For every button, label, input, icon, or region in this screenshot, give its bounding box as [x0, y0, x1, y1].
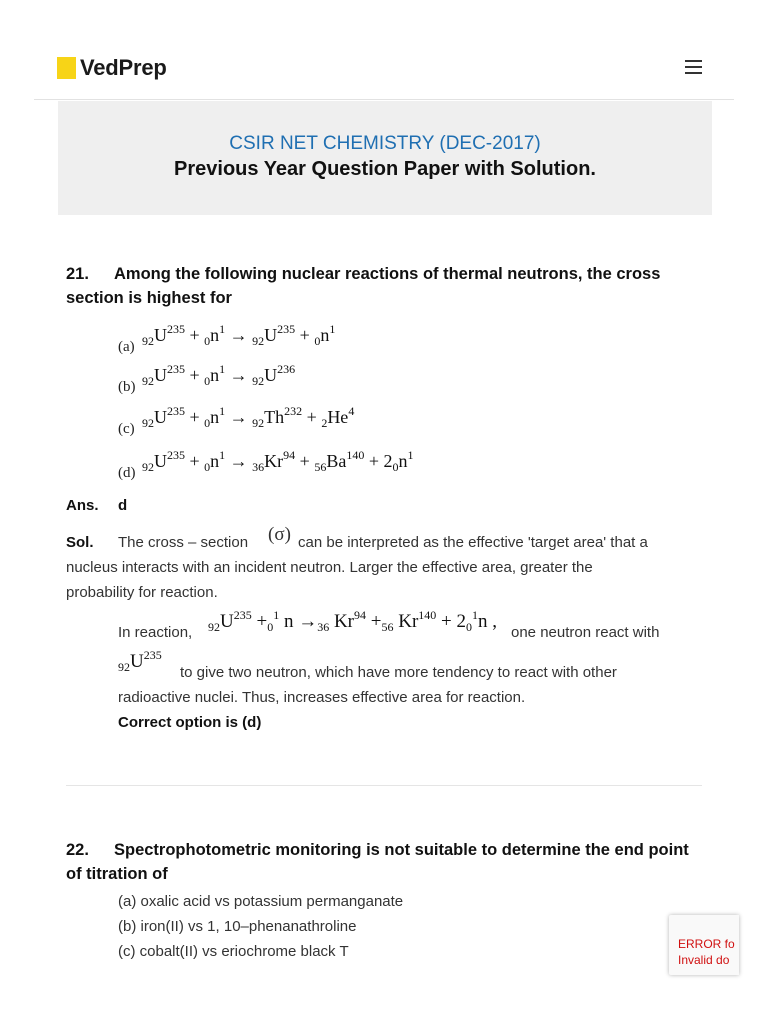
uranium-235-symbol: $_{92}U^{235}$ [118, 648, 162, 674]
equation-d: $_{92}U^{235} + _0n^1 \to _{36}Kr^{94} + _{56}Ba^{140} + 2_0n^1$ [142, 448, 414, 474]
option-b [118, 362, 518, 398]
reaction-equation: $_{92}U^{235} +_0^1$ $n \to_{36}$ $Kr^{94} +_{56}$ $Kr^{140} + 2_0^1n$ , [208, 608, 498, 634]
solution-text-4: probability for reaction. [66, 584, 218, 601]
reaction-intro: In reaction, [118, 624, 193, 641]
sigma-symbol: (σ) [268, 524, 291, 545]
reaction-line-2: to give two neutron, which have more tendency to react with other [180, 664, 617, 681]
header-divider [34, 99, 734, 100]
equation-c: $_{92}U^{235} + _0n^1 \to _{92}Th^{232} + _2He^4$ [142, 404, 355, 430]
option-label: (b) [118, 379, 136, 395]
solution-text-3: nucleus interacts with an incident neutron. Larger the effective area, greater the [66, 559, 593, 576]
reaction-after: one neutron react with [511, 624, 660, 641]
q22-option-c: (c) cobalt(II) vs eriochrome black T [118, 943, 349, 960]
equation-a: $_{92}U^{235} + _0n^1 \to _{92}U^{235} + _0n^1$ [142, 322, 336, 348]
recaptcha-badge[interactable] [669, 915, 739, 975]
hamburger-menu-icon[interactable] [685, 60, 702, 74]
correct-option: Correct option is (d) [118, 714, 262, 731]
question-text: Among the following nuclear reactions of thermal neutrons, the cross section is highest for [66, 265, 661, 307]
question-text: Spectrophotometric monitoring is not suitable to determine the end point of titration of [66, 841, 689, 883]
page-banner [58, 101, 712, 215]
solution-text-1: The cross – section [118, 534, 249, 551]
option-label: (c) [118, 421, 135, 437]
answer-value: d [118, 497, 128, 514]
q22-option-b: (b) iron(II) vs 1, 10–phenanathroline [118, 918, 357, 935]
equation-b: $_{92}U^{235} + _0n^1 \to _{92}U^{236}$ [142, 362, 296, 388]
question-divider [66, 785, 702, 786]
recaptcha-error-line2: Invalid do [678, 953, 730, 967]
option-label: (d) [118, 465, 136, 481]
question-number: 22. [66, 841, 89, 859]
site-logo[interactable] [57, 55, 167, 81]
logo-text: VedPrep [80, 55, 167, 80]
q22-option-a: (a) oxalic acid vs potassium permanganate [118, 893, 404, 910]
question-21-heading [66, 262, 706, 310]
logo-mark-icon [57, 57, 76, 79]
question-22-heading [66, 838, 706, 886]
site-header [0, 0, 768, 100]
recaptcha-error-line1: ERROR fo [678, 937, 735, 951]
answer-label: Ans. [66, 497, 99, 514]
page-subtitle: Previous Year Question Paper with Solution. [174, 158, 596, 180]
option-label: (a) [118, 339, 135, 355]
question-number: 21. [66, 265, 89, 283]
solution-label: Sol. [66, 534, 94, 551]
solution-text-2: can be interpreted as the effective 'target area' that a [298, 534, 648, 551]
option-c [118, 404, 518, 440]
option-d [118, 448, 518, 484]
reaction-line-3: radioactive nuclei. Thus, increases effective area for reaction. [118, 689, 526, 706]
option-a [118, 322, 518, 358]
page-title: CSIR NET CHEMISTRY (DEC-2017) [229, 133, 541, 154]
